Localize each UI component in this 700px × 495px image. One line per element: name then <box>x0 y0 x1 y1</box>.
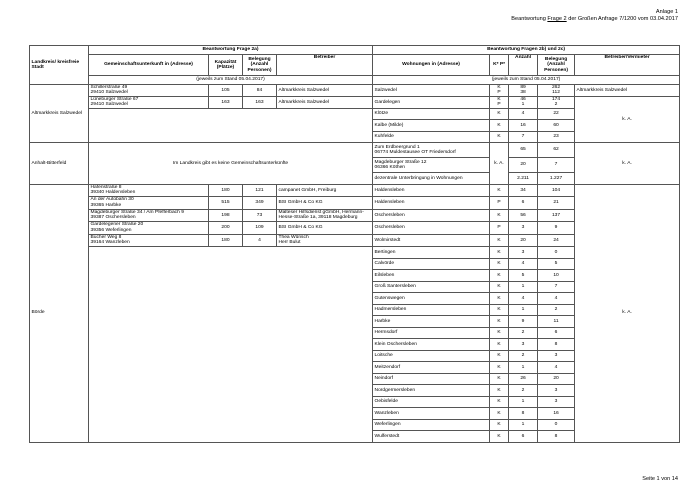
apartment-bel <box>538 131 575 143</box>
capacity-value: 163 <box>209 96 243 108</box>
apartment-bel <box>538 85 575 97</box>
apartment-anz <box>509 108 538 120</box>
shelter-address <box>89 96 209 108</box>
apartment-bel: 9 <box>538 222 575 235</box>
operator-value <box>277 197 373 210</box>
address-line: 39387 Oschersleben <box>90 215 136 221</box>
apartment-bel: 62 <box>538 143 575 158</box>
col-header-operator: Betreiber <box>277 55 373 76</box>
operator-value <box>277 184 373 197</box>
value-line: BSI GmbH & Co KG <box>278 225 323 231</box>
landlord-na: k. A. <box>575 96 680 142</box>
apartment-kp: K <box>490 270 509 282</box>
apartment-anz: 26 <box>509 373 538 385</box>
col-header-capacity: Kapazität (Plätze) <box>209 55 243 76</box>
apartment-kp: K <box>490 258 509 270</box>
apartment-bel: 0 <box>538 247 575 259</box>
apartment-anz <box>509 120 538 132</box>
landlord-na: k. A. <box>575 143 680 185</box>
value-line: 174 <box>551 96 561 102</box>
stand-date-right: (jeweils zum Stand 05.04.2017) <box>373 76 680 85</box>
value-line: K <box>497 96 501 102</box>
section-header-q2bc: Beantwortung Fragen 2b) und 2c) <box>373 46 680 55</box>
apartment-location: Nordgermersleben <box>373 385 490 397</box>
district-name: Börde <box>30 184 89 442</box>
value-line: 4 <box>521 111 525 117</box>
district-name: Altmarkkreis Salzwedel <box>30 85 89 143</box>
apartment-bel: 137 <box>538 209 575 222</box>
capacity-value: 180 <box>209 184 243 197</box>
value-line: Herr Bulut <box>278 240 301 246</box>
address-line: Hafenstraße 8 <box>90 184 122 190</box>
apartment-anz: 6 <box>509 197 538 210</box>
apartment-location: Kalbe (Milde) <box>373 120 490 132</box>
apartment-location: Oschersleben <box>373 209 490 222</box>
apartment-kp: K <box>490 316 509 328</box>
apartment-location: Hermsdorf <box>373 327 490 339</box>
address-line: 39365 Harbke <box>90 202 122 208</box>
value-line: 1 <box>521 102 525 108</box>
apartment-location: Bertingen <box>373 247 490 259</box>
document-header <box>511 9 678 23</box>
col-header-district: Landkreis/ kreisfreie Stadt <box>30 46 89 85</box>
apartment-bel <box>538 108 575 120</box>
operator-value <box>277 222 373 235</box>
apartment-location: Loitsche <box>373 350 490 362</box>
apartment-bel: 0 <box>538 419 575 431</box>
apartment-kp <box>490 131 509 143</box>
apartment-anz: 2.211 <box>509 173 538 185</box>
value-line: 22 <box>553 111 559 117</box>
apartment-anz: 1 <box>509 419 538 431</box>
apartment-kp: K <box>490 419 509 431</box>
table-row <box>30 184 680 197</box>
shelter-address <box>89 85 209 97</box>
apartment-location: Haldensleben <box>373 184 490 197</box>
value-line: 38 <box>520 90 526 96</box>
apartment-anz: 1 <box>509 362 538 374</box>
col-header-kp: K* P* <box>490 55 509 76</box>
value-line: 23 <box>553 134 559 140</box>
section-header-q2a: Beantwortung Frage 2a) <box>89 46 373 55</box>
apartment-location: Meitzendorf <box>373 362 490 374</box>
value-line: 2 <box>554 102 558 108</box>
address-line: Magdeburger Straße 34 / Am Pfefferbach 9 <box>90 209 184 215</box>
col-header-shelter: Gemeinschaftsunterkunft in (Adresse) <box>89 55 209 76</box>
capacity-value: 515 <box>209 197 243 210</box>
apartment-anz <box>509 85 538 97</box>
apartment-bel: 16 <box>538 408 575 420</box>
table-row <box>30 85 680 97</box>
apartment-anz: 1 <box>509 396 538 408</box>
shelter-address <box>89 197 209 210</box>
apartment-location: Oebisfelde <box>373 396 490 408</box>
apartment-anz: 3 <box>509 247 538 259</box>
value-line: 06774 Muldestausee OT Friedersdorf <box>374 150 456 156</box>
stand-date-left: (jeweils zum Stand 05.04.2017) <box>89 76 373 85</box>
value-line: Malteser Hilfsdienst gGmbH, Hermann- <box>278 209 364 215</box>
question-link[interactable]: Frage 2 <box>547 16 567 22</box>
address-line: 29410 Salzwedel <box>90 102 128 108</box>
apartment-location: Eilsleben <box>373 270 490 282</box>
apartment-bel: 104 <box>538 184 575 197</box>
apartment-anz <box>509 131 538 143</box>
value-line: Hesse-Straße 1a, 39118 Magdeburg <box>278 215 358 221</box>
occupancy-value: 4 <box>243 234 277 247</box>
apartment-location: Weferlingen <box>373 419 490 431</box>
apartment-bel: 10 <box>538 270 575 282</box>
apartment-anz: 56 <box>509 209 538 222</box>
capacity-value: 105 <box>209 85 243 97</box>
capacity-value: 180 <box>209 234 243 247</box>
value-line: 89 <box>520 85 526 90</box>
apartment-kp: K <box>490 385 509 397</box>
apartment-kp <box>490 96 509 108</box>
apartment-location: Calvörde <box>373 258 490 270</box>
apartment-location: Gutenswegen <box>373 293 490 305</box>
table-row <box>30 143 680 158</box>
capacity-value: 200 <box>209 222 243 235</box>
occupancy-value: 109 <box>243 222 277 235</box>
occupancy-value: 121 <box>243 184 277 197</box>
apartment-bel: 21 <box>538 197 575 210</box>
operator-value <box>277 209 373 222</box>
apartment-anz: 5 <box>509 270 538 282</box>
apartment-anz: 65 <box>509 143 538 158</box>
apartment-kp: K <box>490 431 509 443</box>
table-row <box>30 96 680 108</box>
apartment-bel: 3 <box>538 350 575 362</box>
apartment-kp: K <box>490 362 509 374</box>
apartment-anz: 4 <box>509 258 538 270</box>
apartment-location: Wolmirstedt <box>373 234 490 247</box>
apartment-anz: 2 <box>509 327 538 339</box>
occupancy-value: 163 <box>243 96 277 108</box>
empty-cell <box>89 247 373 443</box>
apartment-location: Neindorf <box>373 373 490 385</box>
apartment-kp: K <box>490 184 509 197</box>
value-line: 46 <box>520 96 526 102</box>
apartment-anz: 8 <box>509 408 538 420</box>
page-number: Seite 1 von 14 <box>642 476 678 482</box>
shelter-address <box>89 222 209 235</box>
col-header-landlord: Betreiber/Vermieter <box>575 55 680 76</box>
value-line: 16 <box>520 122 526 128</box>
address-line: Lüneburger Straße 67 <box>90 96 139 102</box>
apartment-anz: 4 <box>509 293 538 305</box>
address-line: 39164 Wanzleben <box>90 240 130 246</box>
no-shelter-note: Im Landkreis gibt es keine Gemeinschaftsunterkünfte <box>89 143 373 185</box>
apartment-anz: 2 <box>509 385 538 397</box>
apartment-bel: 4 <box>538 362 575 374</box>
apartment-anz: 2 <box>509 350 538 362</box>
apartment-location: Klein Oschersleben <box>373 339 490 351</box>
occupancy-value: 84 <box>243 85 277 97</box>
apartment-bel: 6 <box>538 327 575 339</box>
apartment-bel: 4 <box>538 293 575 305</box>
value-line: Magdeburger Straße 12 <box>374 159 427 165</box>
apartment-location <box>373 173 490 185</box>
address-line: Bucher Weg 8 <box>90 234 122 240</box>
value-line: Thea Wünsch <box>278 234 309 240</box>
apartment-anz: 3 <box>509 222 538 235</box>
shelter-address <box>89 209 209 222</box>
apartment-anz: 20 <box>509 234 538 247</box>
apartment-location: Hadmersleben <box>373 304 490 316</box>
header-subtitle: Beantwortung Frage 2 der Großen Anfrage 7/1200 vom 03.04.2017 <box>511 16 678 22</box>
shelter-address <box>89 184 209 197</box>
apartment-location: Haldensleben <box>373 197 490 210</box>
apartment-bel: 7 <box>538 281 575 293</box>
value-line: P <box>497 102 501 108</box>
apartment-bel: 8 <box>538 431 575 443</box>
apartment-kp: K <box>490 209 509 222</box>
empty-cell <box>89 108 373 143</box>
landlord-na: k. A. <box>575 184 680 442</box>
apartment-anz: 1 <box>509 304 538 316</box>
landlord-value: Altmarkkreis Salzwedel <box>575 85 680 97</box>
apartment-kp: P <box>490 222 509 235</box>
apartment-location: Salzwedel <box>373 85 490 97</box>
apartment-bel: 20 <box>538 373 575 385</box>
value-line: K <box>497 134 501 140</box>
apartment-kp: K <box>490 234 509 247</box>
apartment-kp: K <box>490 396 509 408</box>
apartment-kp: K <box>490 327 509 339</box>
apartment-location: Klötze <box>373 108 490 120</box>
apartment-kp: K <box>490 247 509 259</box>
apartment-bel: 5 <box>538 258 575 270</box>
apartment-bel: 7 <box>538 158 575 173</box>
apartment-bel: 3 <box>538 396 575 408</box>
value-line: 7 <box>521 134 525 140</box>
apartment-location: Wanzleben <box>373 408 490 420</box>
capacity-value: 198 <box>209 209 243 222</box>
apartment-location: Harbke <box>373 316 490 328</box>
apartment-kp: K <box>490 281 509 293</box>
apartment-anz <box>509 96 538 108</box>
address-line: An der Autobahn 30 <box>90 197 134 203</box>
apartment-kp <box>490 85 509 97</box>
apartment-bel: 1.227 <box>538 173 575 185</box>
apartment-anz: 20 <box>509 158 538 173</box>
value-line: dezentrale Unterbringung in Wohnungen <box>374 175 463 181</box>
apartment-kp: K <box>490 304 509 316</box>
occupancy-value: 349 <box>243 197 277 210</box>
apartment-kp: K <box>490 350 509 362</box>
apartment-kp: k. A. <box>490 143 509 185</box>
col-header-occupancy-2: Belegung (Anzahl Personen) <box>538 55 575 76</box>
apartment-bel <box>538 120 575 132</box>
value-line: 60 <box>553 122 559 128</box>
value-line: P <box>497 90 501 96</box>
address-line: Gardelegener Straße 20 <box>90 222 144 228</box>
value-line: Zum Erdbeergrund 1 <box>374 144 420 150</box>
value-line: K <box>497 85 501 90</box>
apartment-location: Kuhfelde <box>373 131 490 143</box>
apartment-anz: 1 <box>509 281 538 293</box>
operator-value: Altmarkkreis Salzwedel <box>277 85 373 97</box>
apartment-anz: 3 <box>509 339 538 351</box>
occupancy-value: 73 <box>243 209 277 222</box>
value-line: BSI GmbH & Co KG <box>278 200 323 206</box>
apartment-kp: K <box>490 373 509 385</box>
value-line: 262 <box>551 85 561 90</box>
apartment-bel <box>538 96 575 108</box>
apartment-location: Wulferstedt <box>373 431 490 443</box>
annex-label: Anlage 1 <box>655 9 678 15</box>
operator-value: Altmarkkreis Salzwedel <box>277 96 373 108</box>
col-header-occupancy: Belegung (Anzahl Personen) <box>243 55 277 76</box>
address-line: Schillerstraße 49 <box>90 85 128 90</box>
apartment-bel: 3 <box>538 385 575 397</box>
apartment-location: Groß Santersleben <box>373 281 490 293</box>
apartment-bel: 2 <box>538 304 575 316</box>
data-table <box>29 45 680 443</box>
address-line: 29410 Salzwedel <box>90 90 128 96</box>
shelter-address <box>89 234 209 247</box>
value-line: 06366 Köthen <box>374 165 406 171</box>
district-name: Anhalt-Bitterfeld <box>30 143 89 185</box>
apartment-kp <box>490 108 509 120</box>
apartment-kp: K <box>490 408 509 420</box>
value-line: K <box>497 111 501 117</box>
value-line: K <box>497 122 501 128</box>
apartment-kp: K <box>490 339 509 351</box>
col-header-apartments: Wohnungen in (Adresse) <box>373 55 490 76</box>
apartment-kp: P <box>490 197 509 210</box>
apartment-anz: 6 <box>509 431 538 443</box>
col-header-count: Anzahl <box>509 55 538 76</box>
address-line: 39356 Weferlingen <box>90 227 132 233</box>
apartment-location: Gardelegen <box>373 96 490 108</box>
apartment-anz: 9 <box>509 316 538 328</box>
value-line: 112 <box>552 90 560 96</box>
apartment-location <box>373 158 490 173</box>
apartment-location <box>373 143 490 158</box>
address-line: 39340 Haldensleben <box>90 190 136 196</box>
value-line: campanet GmbH, Freiburg <box>278 187 337 193</box>
apartment-bel: 8 <box>538 339 575 351</box>
apartment-bel: 11 <box>538 316 575 328</box>
apartment-anz: 34 <box>509 184 538 197</box>
apartment-kp <box>490 120 509 132</box>
operator-value <box>277 234 373 247</box>
apartment-location: Oschersleben <box>373 222 490 235</box>
apartment-kp: K <box>490 293 509 305</box>
apartment-bel: 24 <box>538 234 575 247</box>
